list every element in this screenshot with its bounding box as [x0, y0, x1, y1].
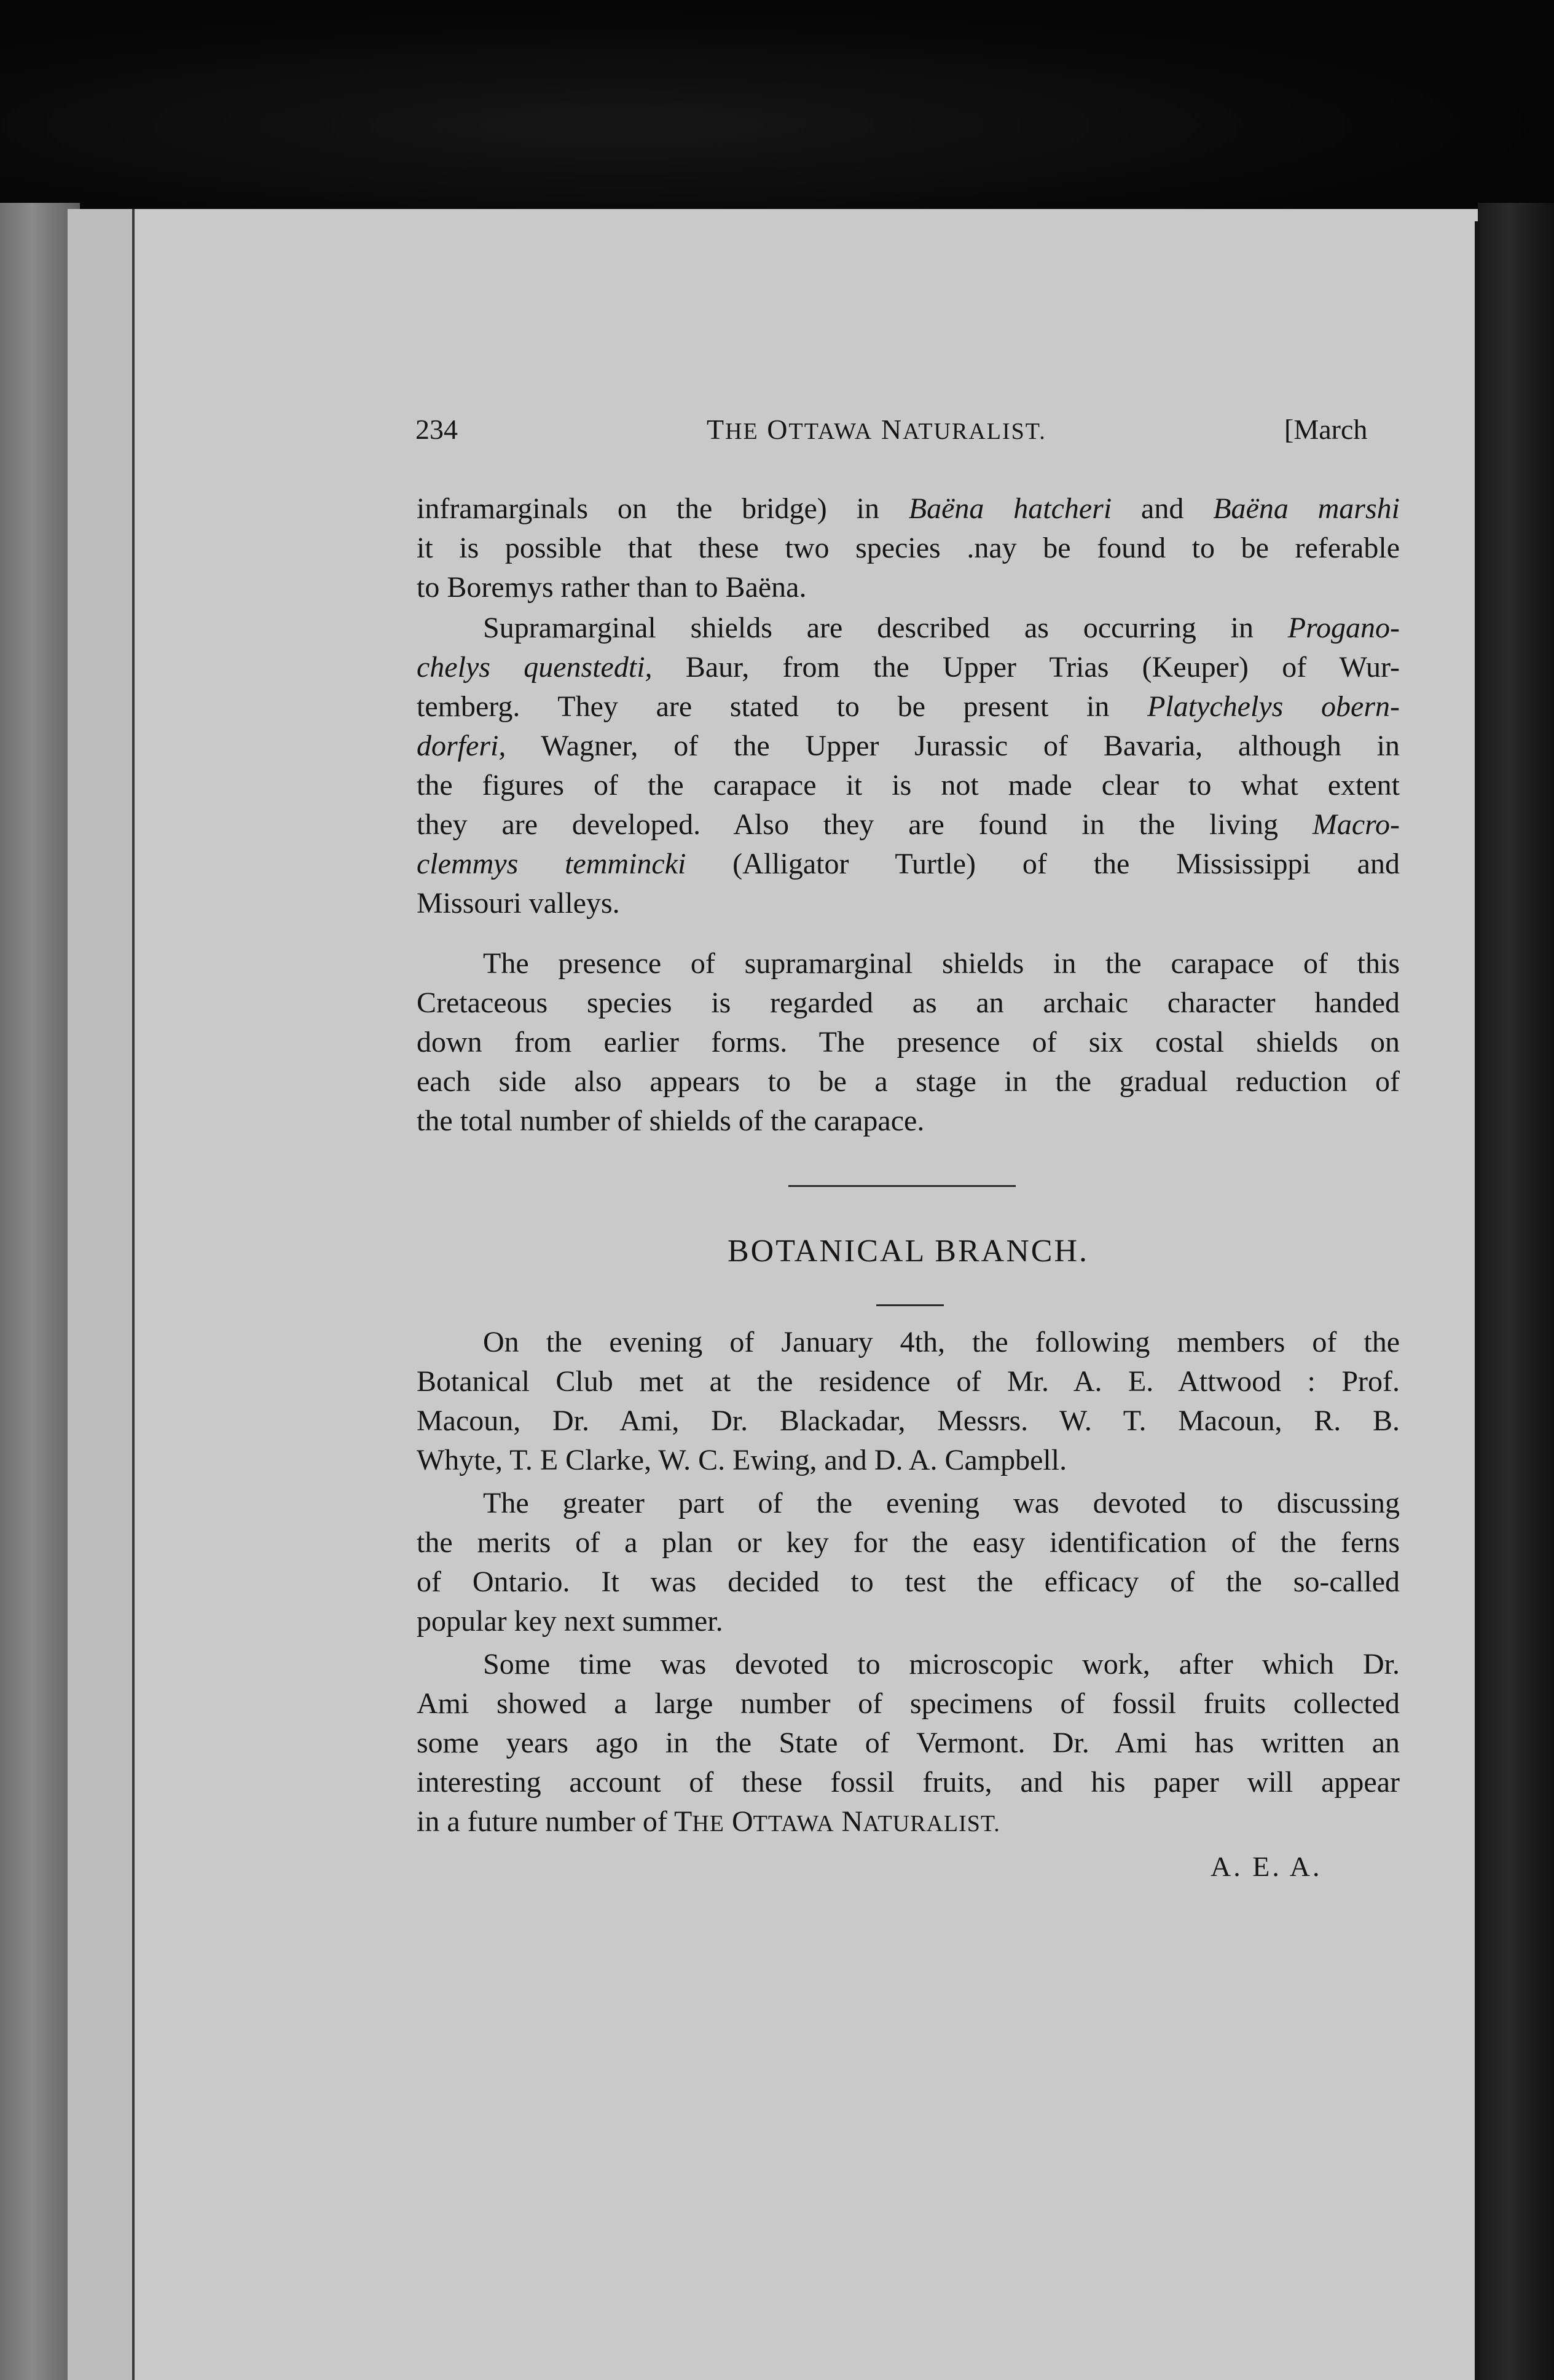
text-line: in a future number of THE OTTAWA NATURALIST.	[417, 1805, 1000, 1838]
text-line: the figures of the carapace it is not made clear to what extent	[417, 769, 1400, 802]
text-line: Cretaceous species is regarded as an archaic character handed	[417, 987, 1400, 1019]
text-line: chelys quenstedti, Baur, from the Upper Trias (Keuper) of Wur-	[417, 651, 1400, 684]
text-line: the merits of a plan or key for the easy identification of the ferns	[417, 1526, 1400, 1559]
text-line: Botanical Club met at the residence of Mr. A. E. Attwood : Prof.	[417, 1365, 1400, 1398]
text-line: each side also appears to be a stage in the gradual reduction of	[417, 1065, 1400, 1098]
text-line: down from earlier forms. The presence of six costal shields on	[417, 1026, 1400, 1058]
scanner-background	[0, 0, 1554, 209]
text-line: The presence of supramarginal shields in the carapace of this	[483, 947, 1400, 980]
text-line: it is possible that these two species .nay be found to be referable	[417, 532, 1400, 564]
text-line: they are developed. Also they are found in the living Macro-	[417, 808, 1400, 841]
text-line: to Boremys rather than to Baëna.	[417, 571, 807, 604]
text-line: dorferi, Wagner, of the Upper Jurassic of Bavaria, although in	[417, 730, 1400, 762]
text-line: clemmys temmincki (Alligator Turtle) of the Mississippi and	[417, 848, 1400, 880]
section-heading: BOTANICAL BRANCH.	[727, 1234, 1089, 1269]
text-line: The greater part of the evening was devoted to discussing	[483, 1487, 1400, 1519]
text-line: of Ontario. It was decided to test the efficacy of the so-called	[417, 1566, 1400, 1598]
text-line: the total number of shields of the carapace.	[417, 1105, 925, 1137]
text-line: inframarginals on the bridge) in Baëna hatcheri and Baëna marshi	[417, 492, 1400, 525]
page-right-border	[1475, 221, 1480, 2380]
page-stack-edge	[86, 209, 103, 2380]
text-line: Supramarginal shields are described as occurring in Progano-	[483, 612, 1400, 644]
signature-initials: A. E. A.	[1211, 1851, 1322, 1882]
page-number: 234	[415, 414, 458, 445]
text-line: Macoun, Dr. Ami, Dr. Blackadar, Messrs. W. T. Macoun, R. B.	[417, 1405, 1400, 1437]
text-line: On the evening of January 4th, the following members of the	[483, 1326, 1400, 1358]
page-stack-edge	[117, 209, 134, 2380]
book-spine-shadow	[1478, 203, 1554, 2380]
page-stack-edge	[101, 209, 119, 2380]
text-line: Missouri valleys.	[417, 887, 620, 920]
running-title: THE OTTAWA NATURALIST.	[707, 414, 1046, 445]
text-line: Some time was devoted to microscopic work, after which Dr.	[483, 1648, 1400, 1681]
running-section: [March	[1284, 414, 1368, 445]
text-line: some years ago in the State of Vermont. Dr. Ami has written an	[417, 1727, 1400, 1759]
text-line: interesting account of these fossil fruits, and his paper will appear	[417, 1766, 1400, 1799]
text-line: Ami showed a large number of specimens of fossil fruits collected	[417, 1687, 1400, 1720]
page-stack-edge	[68, 209, 88, 2380]
heading-underline-rule	[876, 1304, 944, 1306]
text-line: popular key next summer.	[417, 1605, 723, 1637]
text-line: Whyte, T. E Clarke, W. C. Ewing, and D. A. Campbell.	[417, 1444, 1067, 1476]
section-divider-rule	[788, 1185, 1016, 1187]
text-line: temberg. They are stated to be present in Platychelys obern-	[417, 690, 1400, 723]
